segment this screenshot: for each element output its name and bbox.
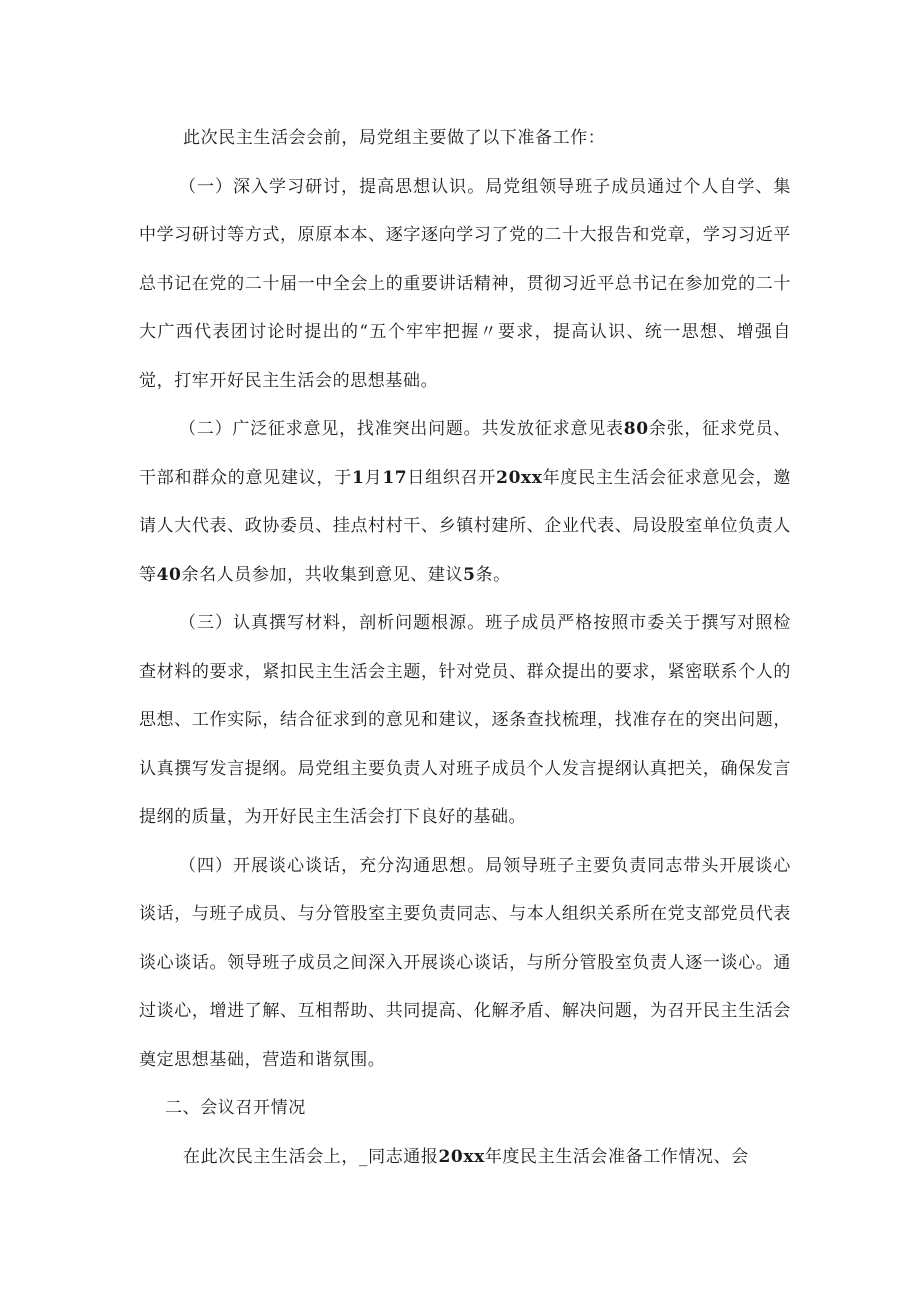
intro-paragraph: 此次民主生活会会前，局党组主要做了以下准备工作：	[183, 128, 606, 148]
paragraph-talks: （四）开展谈心谈话，充分沟通思想。局领导班子主要负责同志带头开展谈心谈话，与班子成员、与分管股室主要负责同志、与本人组织关系所在党支部党员代表谈心谈话。领导班子成员之间深入开展谈心谈话，与所分管股室负责人逐一谈心。通过谈心，增进了解、互相帮助、共同提高、化解矛盾、解决问题，为召开民主生活会奠定思想基础，营造和谐氛围。	[139, 855, 791, 1070]
opinions-text-5: 年度民主生活会征求意见会，邀请人大代表、政协委员、挂点村村干、乡镇村建所、企业代表、局设股室单位负责人等	[139, 467, 792, 585]
opinions-text-2: 余张，征求党员、干部和群众的意见建议，于	[139, 419, 791, 488]
document-body	[139, 114, 791, 1181]
opinions-day: 17	[382, 467, 408, 488]
paragraph-opinions	[139, 405, 791, 599]
opinions-text-3: 月	[364, 467, 383, 488]
paragraph-meeting	[139, 1133, 791, 1182]
meeting-text-1: 在此次民主生活会上，_同志通报	[183, 1146, 439, 1167]
opinions-text-6: 余名人员参加，共收集到意见、建议	[181, 564, 464, 585]
opinions-attendee-count: 40	[156, 564, 182, 585]
opinions-form-count: 80	[623, 419, 649, 439]
opinions-text-4: 日组织召开	[407, 467, 497, 488]
meeting-year: 20xx	[438, 1146, 485, 1167]
opinions-suggestion-count: 5	[463, 564, 476, 585]
paragraph-materials: （三）认真撰写材料，剖析问题根源。班子成员严格按照市委关于撰写对照检查材料的要求，紧扣民主生活会主题，针对党员、群众提出的要求，紧密联系个人的思想、工作实际，结合征求到的意见和建议，逐条查找梳理，找准存在的突出问题，认真撰写发言提纲。局党组主要负责人对班子成员个人发言提纲认真把关，确保发言提纲的质量，为开好民主生活会打下良好的基础。	[139, 613, 791, 827]
opinions-text-7: 条。	[475, 564, 511, 585]
meeting-text-2: 年度民主生活会准备工作情况、会	[484, 1146, 749, 1167]
section-heading-meeting: 二、会议召开情况	[165, 1098, 306, 1118]
opinions-month: 1	[352, 467, 365, 488]
opinions-year: 20xx	[496, 467, 543, 488]
opinions-text-1: （二）广泛征求意见，找准突出问题。共发放征求意见表	[179, 419, 624, 439]
paragraph-study: （一）深入学习研讨，提高思想认识。局党组领导班子成员通过个人自学、集中学习研讨等方式，原原本本、逐字逐向学习了党的二十大报告和党章，学习习近平总书记在党的二十届一中全会上的重要讲话精神，贯彻习近平总书记在参加党的二十大广西代表团讨论时提出的“五个牢牢把握〃要求，提高认识、统一思想、增强自觉，打牢开好民主生活会的思想基础。	[139, 176, 791, 391]
